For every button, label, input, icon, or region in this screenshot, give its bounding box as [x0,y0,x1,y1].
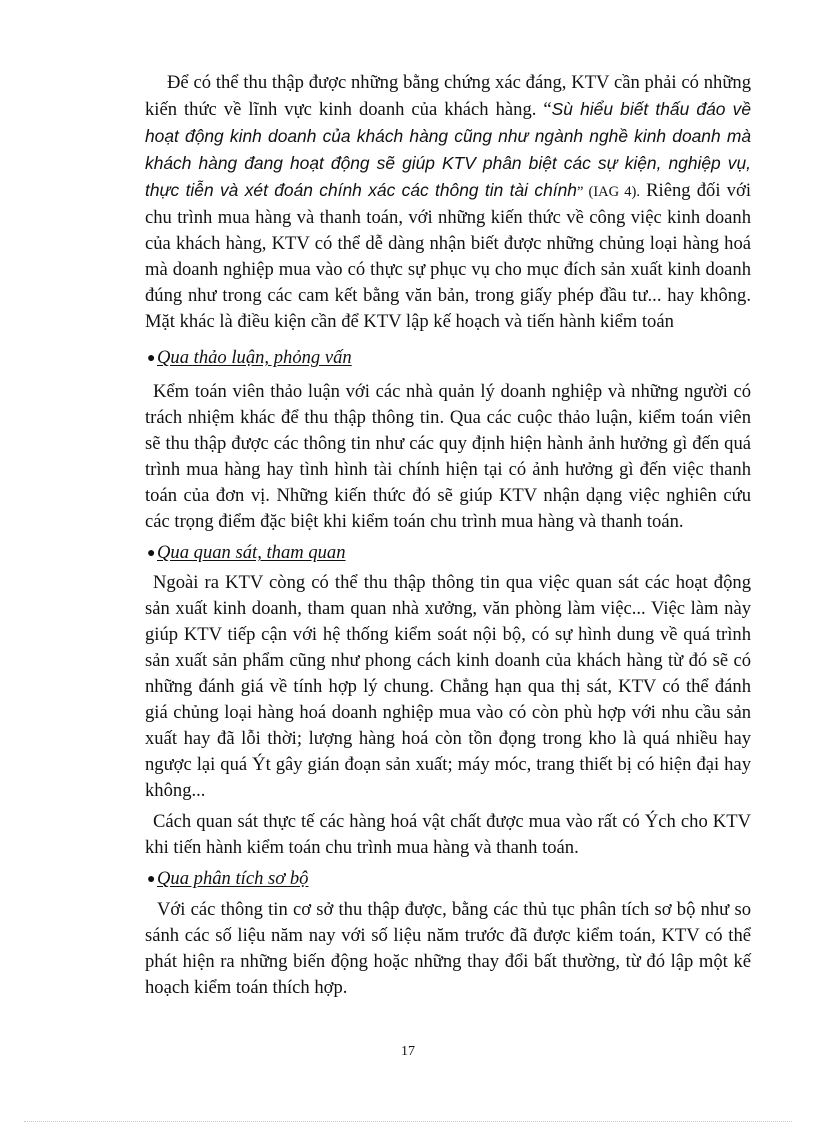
bullet-icon: ● [147,872,156,887]
paragraph-lead: Để có thể thu thập được những bằng chứng xác đáng, KTV cần phải có những kiến thức về lĩnh vực kinh doanh của khách hàng. “ [145,72,751,120]
heading-analysis [145,866,751,893]
paragraph-analysis: Với các thông tin cơ sở thu thập được, bằng các thủ tục phân tích sơ bộ như so sánh các số liệu năm nay với số liệu năm trước đã được kiểm toán, KTV có thể phát hiện ra những biến động hoặc những thay đổi bất thường, từ đó lập một kế hoạch kiểm toán thích hợp. [145,899,751,998]
heading-observation-text: Qua quan sát, tham quan [157,542,346,563]
paragraph-discussion: Kểm toán viên thảo luận với các nhà quản lý doanh nghiệp và những người có trách nhiệm khác để thu thập thông tin. Qua các cuộc thảo luận, kiểm toán viên sẽ thu thập được các thông tin như các quy định hiện hành ảnh hưởng gì đến quá trình mua hàng hay tình hình tài chính hiện tại có ảnh hưởng gì đến việc thanh toán của đơn vị. Những kiến thức đó sẽ giúp KTV nhận dạng việc nghiên cứu các trọng điểm đặc biệt khi kiểm toán chu trình mua hàng và thanh toán. [145,381,751,532]
paragraph-observation: Ngoài ra KTV còng có thể thu thập thông tin qua việc quan sát các hoạt động sản xuất kinh doanh, tham quan nhà xưởng, văn phòng làm việc... Việc làm này giúp KTV tiếp cận với hệ thống kiểm soát nội bộ, có sự hình dung về quá trình sản xuất sản phẩm cũng như phong cách kinh doanh của khách hàng từ đó sẽ có những đánh giá về tính hợp lý chung. Chẳng hạn qua thị sát, KTV có thể đánh giá chủng loại hàng hoá doanh nghiệp mua vào có còn phù hợp với nhu cầu sản xuất hay đã lỗi thời; lượng hàng hoá còn tồn đọng trong kho là quá nhiều hay ngược lại quá Ýt gây gián đoạn sản xuất; máy móc, trang thiết bị có hiện đại hay không... [145,572,751,801]
paragraph-knowledge [145,70,751,335]
page-bottom-divider [24,1121,792,1122]
heading-discussion-text: Qua thảo luận, phỏng vấn [157,347,352,368]
paragraph-rest: Riêng đối với chu trình mua hàng và thanh toán, với những kiến thức về công việc kinh doanh của khách hàng, KTV có thể dễ dàng nhận biết được những chủng loại hàng hoá mà doanh nghiệp mua vào có thực sự phục vụ cho mục đích sản xuất kinh doanh đúng như trong các cam kết bằng văn bản, trong giấy phép đầu tư... hay không. Mặt khác là điều kiện cần để KTV lập kế hoạch và tiến hành kiểm toán [145,180,751,332]
bullet-icon: ● [147,351,156,366]
heading-analysis-text: Qua phân tích sơ bộ [157,868,309,889]
bullet-icon: ● [147,546,156,561]
page-number: 17 [401,1044,415,1059]
heading-observation [145,540,751,567]
page-body [145,70,751,1001]
iag-quote: Sù hiểu biết thấu đáo về hoạt động kinh doanh của khách hàng cũng như ngành nghề kinh doanh mà khách hàng đang hoạt động sẽ giúp KTV phân biệt các sự kiện, nghiệp vụ, thực tiễn và xét đoán chính xác các thông tin tài chính [145,99,751,200]
iag-citation: ” (IAG 4). [576,184,640,200]
heading-discussion [145,345,751,372]
paragraph-observation-note: Cách quan sát thực tế các hàng hoá vật chất được mua vào rất có Ých cho KTV khi tiến hành kiểm toán chu trình mua hàng và thanh toán. [145,811,751,858]
